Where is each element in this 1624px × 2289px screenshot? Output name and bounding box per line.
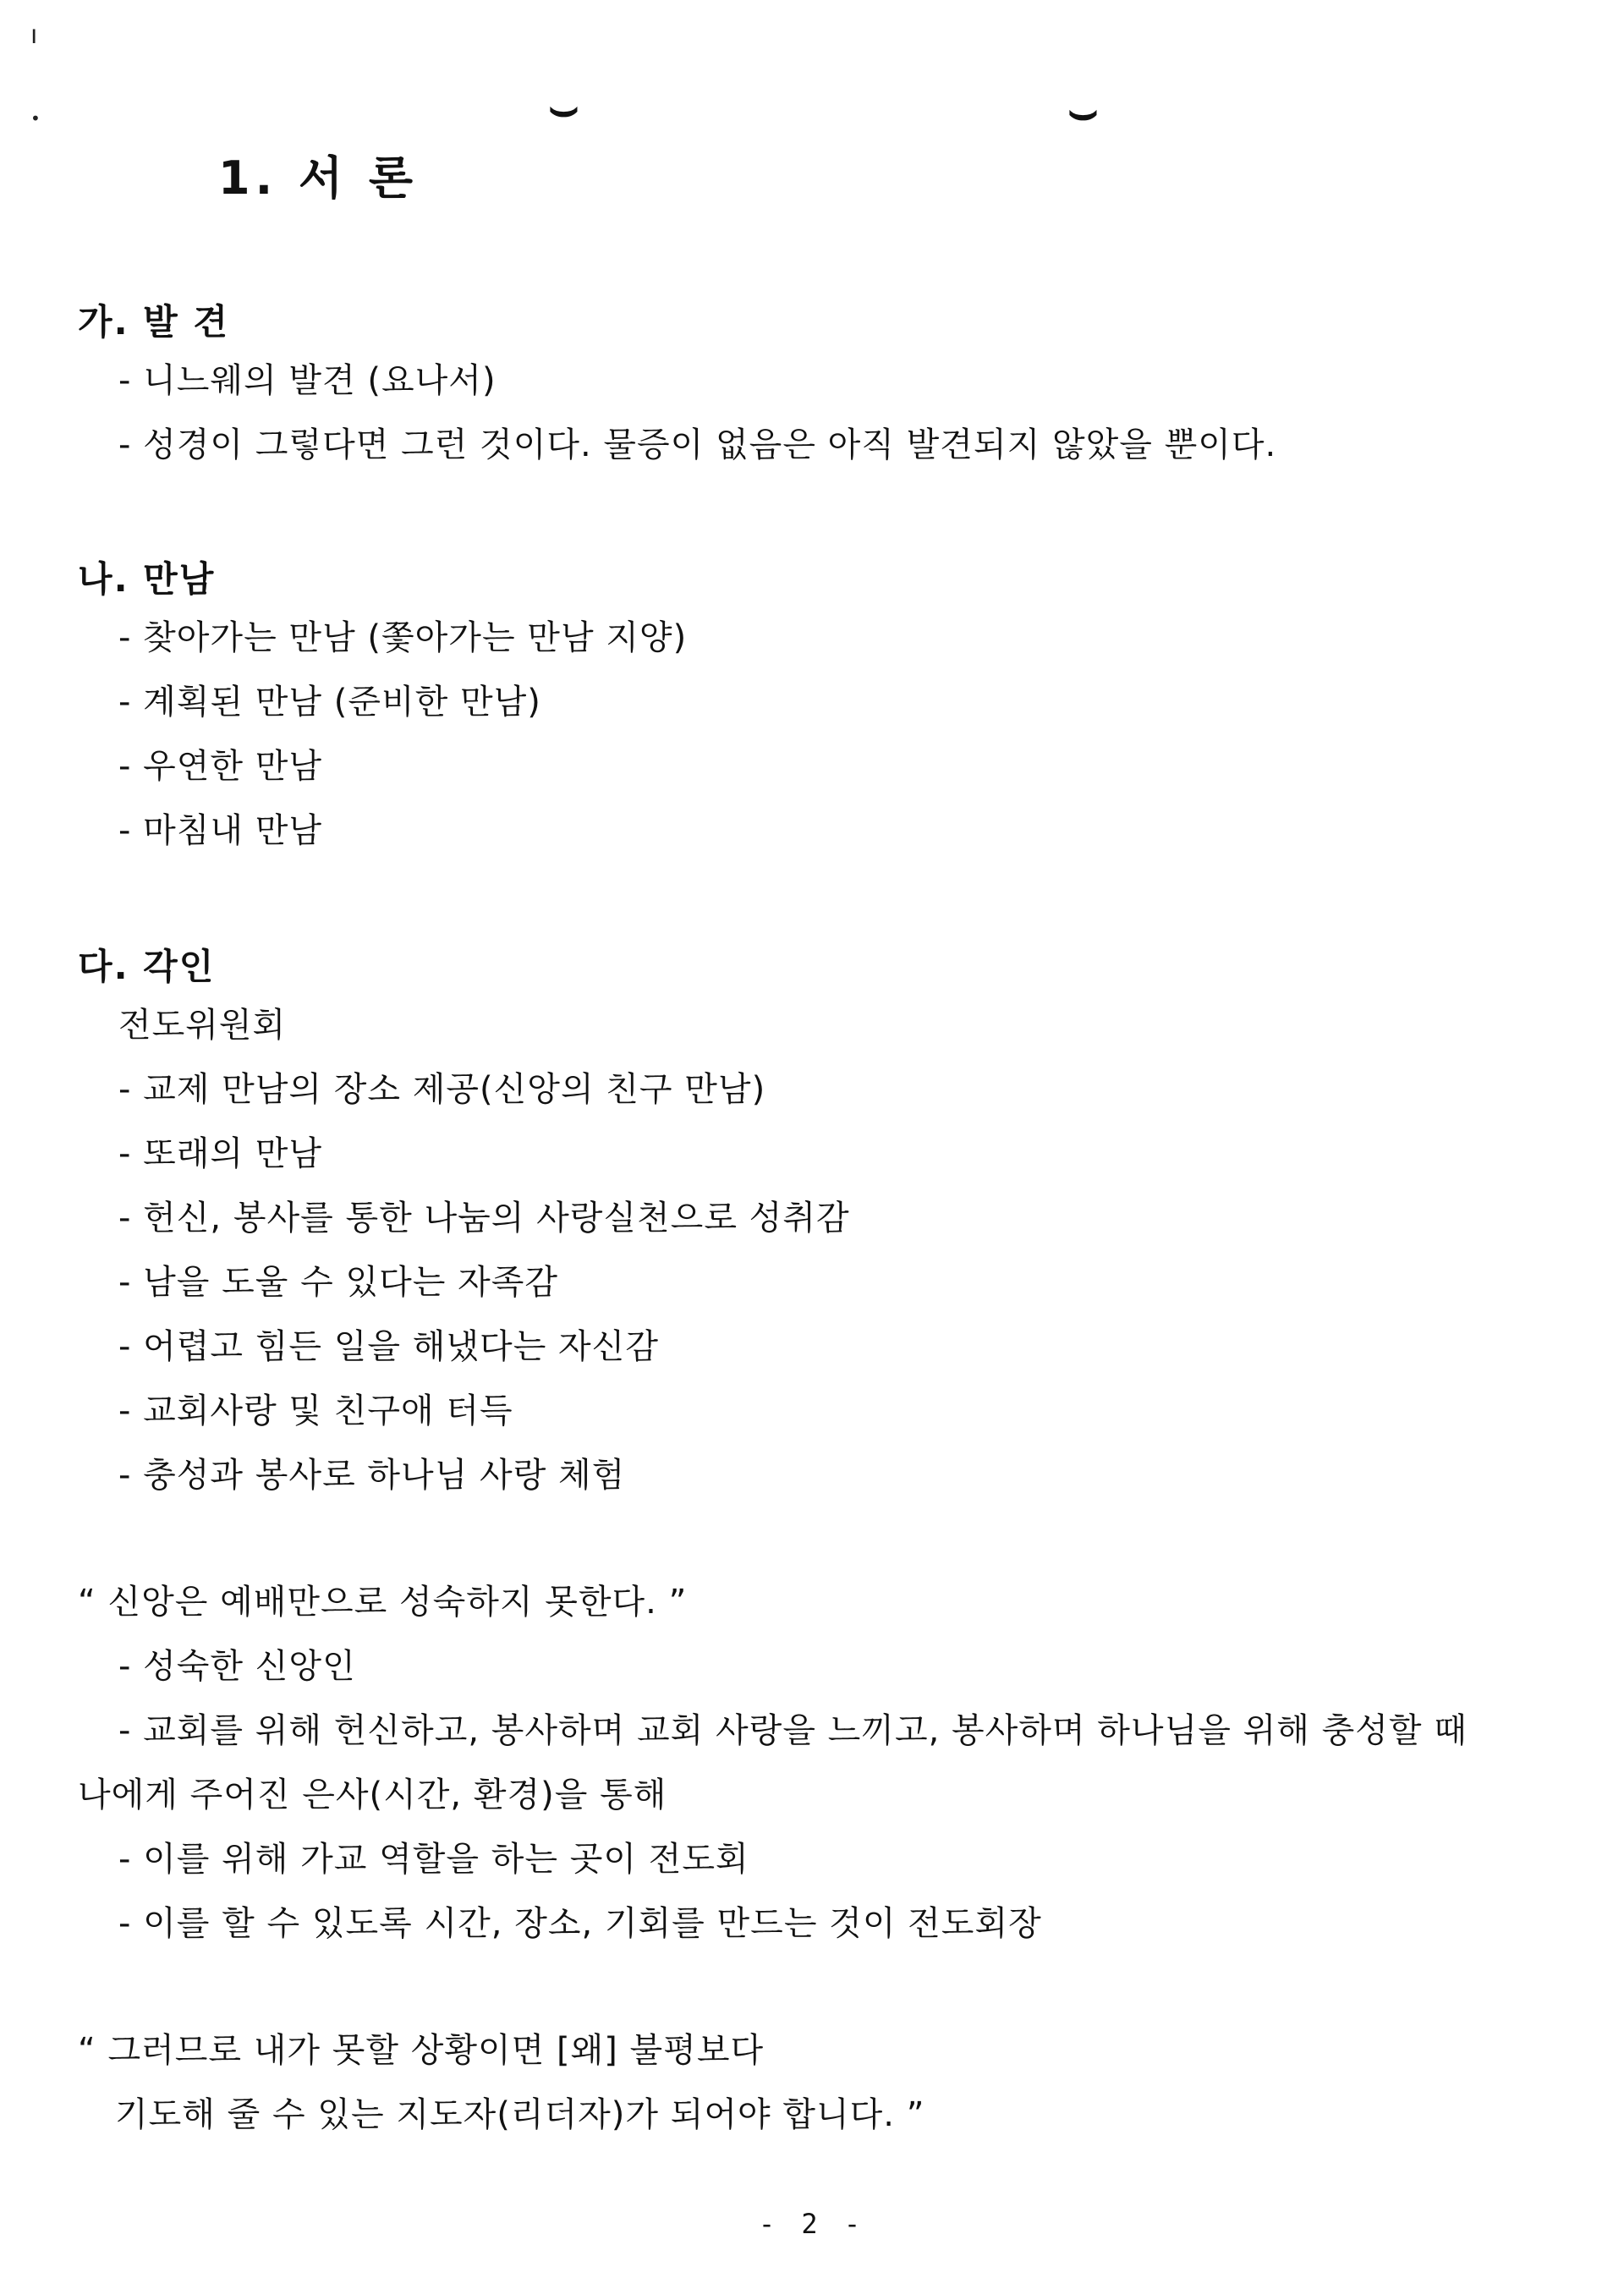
list-item: - 충성과 봉사로 하나님 사랑 체험 bbox=[118, 1456, 626, 1495]
list-item: - 교회사랑 및 친구애 터득 bbox=[118, 1392, 513, 1430]
list-item: - 교제 만남의 장소 제공(신앙의 친구 만남) bbox=[118, 1070, 766, 1109]
section-heading-imprint: 다. 각인 bbox=[78, 946, 216, 987]
scan-mark-top: ı bbox=[30, 20, 38, 50]
list-item: - 이를 위해 가교 역할을 하는 곳이 전도회 bbox=[118, 1840, 749, 1879]
list-item-continuation: 나에게 주어진 은사(시간, 환경)을 통해 bbox=[78, 1776, 667, 1814]
list-item: - 헌신, 봉사를 통한 나눔의 사랑실천으로 성취감 bbox=[118, 1199, 850, 1238]
list-item: - 교회를 위해 헌신하고, 봉사하며 교회 사랑을 느끼고, 봉사하며 하나님을 위해 충성할 때 bbox=[118, 1711, 1468, 1750]
section-intro: 전도위원회 bbox=[118, 1006, 287, 1045]
list-item: - 어렵고 힘든 일을 해냈다는 자신감 bbox=[118, 1327, 659, 1366]
quote-leader-line1: “ 그러므로 내가 못할 상황이면 [왜] 불평보다 bbox=[78, 2031, 765, 2070]
list-item: - 남을 도울 수 있다는 자족감 bbox=[118, 1263, 559, 1302]
binding-mark-right: ⌣ bbox=[1067, 84, 1099, 139]
scan-mark-bottom: • bbox=[30, 108, 41, 129]
list-item: - 마침내 만남 bbox=[118, 811, 323, 850]
section-heading-discovery: 가. 발 견 bbox=[78, 301, 229, 343]
page-number: - 2 - bbox=[758, 2208, 866, 2240]
binding-mark-left: ⌣ bbox=[548, 80, 579, 135]
list-item: - 우연한 만남 bbox=[118, 747, 323, 786]
section-heading-meeting: 나. 만남 bbox=[78, 558, 216, 600]
list-item: - 니느웨의 발견 (요나서) bbox=[118, 361, 497, 400]
list-item: - 성숙한 신앙인 bbox=[118, 1647, 356, 1686]
page-title: 1. 서 론 bbox=[218, 151, 419, 205]
quote-leader-line2: 기도해 줄 수 있는 지도자(리더자)가 되어야 합니다. ” bbox=[115, 2095, 925, 2134]
list-item: - 또래의 만남 bbox=[118, 1134, 323, 1173]
quote-faith: “ 신앙은 예배만으로 성숙하지 못한다. ” bbox=[78, 1583, 688, 1622]
list-item: - 계획된 만남 (준비한 만남) bbox=[118, 683, 541, 722]
list-item: - 성경이 그렇다면 그런 것이다. 물증이 없음은 아직 발견되지 않았을 뿐이다. bbox=[118, 425, 1277, 464]
list-item: - 찾아가는 만남 (쫓아가는 만남 지양) bbox=[118, 618, 688, 657]
list-item: - 이를 할 수 있도록 시간, 장소, 기회를 만드는 것이 전도회장 bbox=[118, 1904, 1042, 1943]
